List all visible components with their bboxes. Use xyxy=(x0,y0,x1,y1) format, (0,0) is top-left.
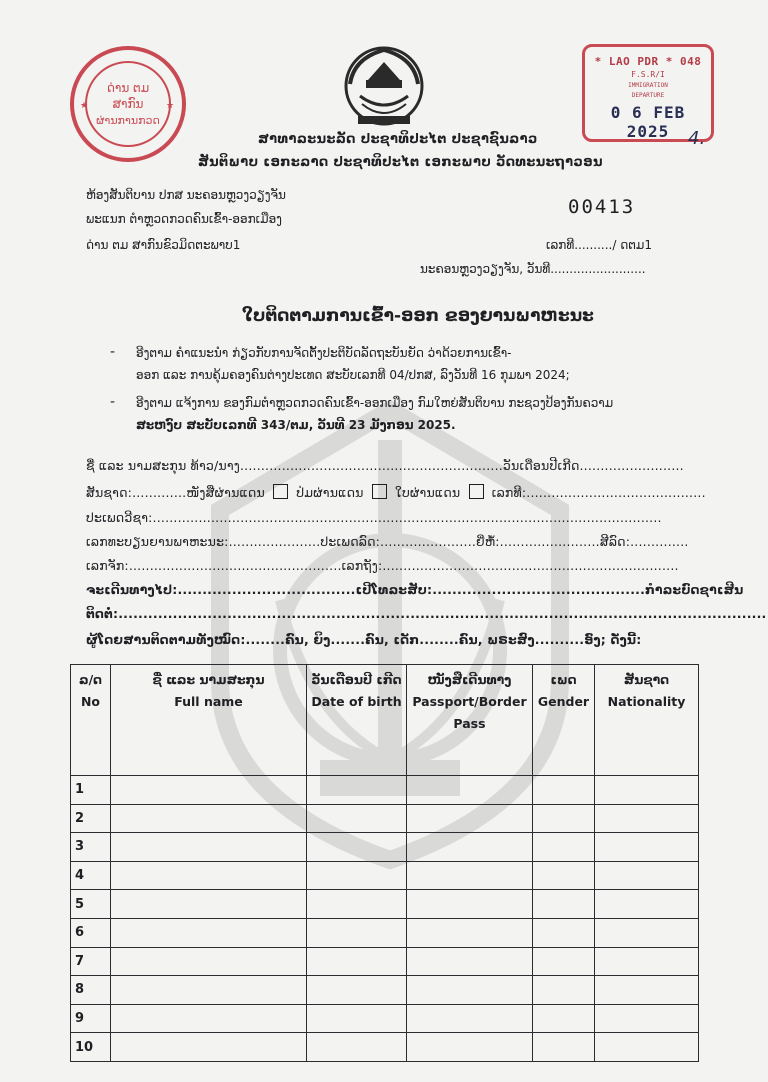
gender-cell[interactable] xyxy=(533,947,595,976)
gender-cell[interactable] xyxy=(533,833,595,862)
dob-cell[interactable] xyxy=(307,976,407,1005)
office-line-3: ດ່ານ ຕມ ສາກົນຂົວມິດຕະພາບ1 xyxy=(86,238,241,252)
col-header-no-lao: ລ/ດ xyxy=(79,672,102,687)
passport-cell[interactable] xyxy=(407,861,533,890)
nationality-cell[interactable] xyxy=(595,918,699,947)
full-name-cell[interactable] xyxy=(111,918,307,947)
full-name-cell[interactable] xyxy=(111,890,307,919)
passport-cell[interactable] xyxy=(407,976,533,1005)
full-name-cell[interactable] xyxy=(111,976,307,1005)
col-header-gender-en: Gender xyxy=(537,694,590,709)
field-engine-chassis[interactable]: ເລກຈັກ:...................................................ເລກຖັງ:....................................................................... xyxy=(86,558,679,573)
office-line-1: ຫ້ອງສັນຕິບານ ປກສ ນະຄອນຫຼວງວຽງຈັນ xyxy=(86,188,286,202)
gender-cell[interactable] xyxy=(533,1004,595,1033)
col-header-passport-lao: ໜັງສືເດີນທາງ xyxy=(427,672,512,687)
table-row xyxy=(71,1004,699,1033)
passport-cell[interactable] xyxy=(407,776,533,805)
passport-cell[interactable] xyxy=(407,1033,533,1062)
col-header-dob-lao: ວັນເດືອນປີ ເກີດ xyxy=(311,672,402,687)
passport-cell[interactable] xyxy=(407,804,533,833)
field-destination-phone[interactable]: ຈະເດີນທາງໄປ:....................................ເປີໂທລະສັບ:...........................................ກຳລະບົດຊາເສີນ xyxy=(86,582,744,597)
row-number: 2 xyxy=(71,804,111,833)
nationality-cell[interactable] xyxy=(595,890,699,919)
passport-cell[interactable] xyxy=(407,1004,533,1033)
row-number: 8 xyxy=(71,976,111,1005)
full-name-cell[interactable] xyxy=(111,1004,307,1033)
col-header-fullname-en: Full name xyxy=(174,694,243,709)
col-header-dob xyxy=(307,665,407,776)
passport-cell[interactable] xyxy=(407,890,533,919)
country-line: ສາທາລະນະລັດ ປະຊາທິປະໄຕ ປະຊາຊົນລາວ xyxy=(258,132,538,147)
reference-bullet: - xyxy=(110,344,116,360)
national-emblem xyxy=(340,44,428,128)
field-vehicle-details[interactable]: ເລກທະບຽນຍານພາຫະນະ:......................ປະເພດລົດ:.......................ຍີ່ຫໍ້:........................ສີລົດ:.............. xyxy=(86,534,689,549)
stamp-date: 0 6 FEB 2025 xyxy=(610,103,686,141)
svg-text:ດ່ານ ຕມ: ດ່ານ ຕມ xyxy=(106,81,150,95)
table-row xyxy=(71,833,699,862)
col-header-gender-lao: ເພດ xyxy=(550,672,577,687)
document-number-label: ເລກທີ:........................................... xyxy=(491,485,706,500)
row-number: 5 xyxy=(71,890,111,919)
gender-cell[interactable] xyxy=(533,861,595,890)
nationality-cell[interactable] xyxy=(595,776,699,805)
gender-cell[interactable] xyxy=(533,1033,595,1062)
table-row xyxy=(71,918,699,947)
table-row xyxy=(71,976,699,1005)
full-name-cell[interactable] xyxy=(111,1033,307,1062)
full-name-cell[interactable] xyxy=(111,947,307,976)
col-header-passport-en: Passport/Border Pass xyxy=(412,694,527,731)
nationality-cell[interactable] xyxy=(595,804,699,833)
table-row xyxy=(71,890,699,919)
svg-text:ຜ່ານການກວດ: ຜ່ານການກວດ xyxy=(96,114,160,127)
full-name-cell[interactable] xyxy=(111,861,307,890)
col-header-fullname-lao: ຊື່ ແລະ ນາມສະກຸນ xyxy=(152,672,265,687)
col-header-gender xyxy=(533,665,595,776)
row-number: 7 xyxy=(71,947,111,976)
col-header-nationality xyxy=(595,665,699,776)
table-row xyxy=(71,1033,699,1062)
row-number: 4 xyxy=(71,861,111,890)
row-number: 3 xyxy=(71,833,111,862)
nationality-cell[interactable] xyxy=(595,947,699,976)
field-passenger-count[interactable]: ຜູ້ໂດຍສານຕິດຕາມທັງໝົດ:........ຄົນ, ຍິງ.......ຄົນ, ເດັກ........ຄົນ, ພຣະສົງ..........ອົງ; ດັ່ງນີ້: xyxy=(86,632,642,647)
field-contact[interactable]: ຕິດຕໍ່:................................................................................................................................... xyxy=(86,606,767,621)
col-header-no xyxy=(71,665,111,776)
table-row xyxy=(71,947,699,976)
row-number: 6 xyxy=(71,918,111,947)
passport-cell[interactable] xyxy=(407,833,533,862)
nationality-cell[interactable] xyxy=(595,833,699,862)
gender-cell[interactable] xyxy=(533,804,595,833)
nationality-cell[interactable] xyxy=(595,861,699,890)
col-header-nationality-lao: ສັນຊາດ xyxy=(623,672,670,687)
col-header-passport xyxy=(407,665,533,776)
dob-cell[interactable] xyxy=(307,804,407,833)
reference-1-line-2: ອອກ ແລະ ການຄຸ້ມຄອງຄົນຕ່າງປະເທດ ສະບັບເລກທີ 04/ປກສ, ລົງວັນທີ 16 ກຸມພາ 2024; xyxy=(136,368,570,382)
stamp-country-code: * LAO PDR * 048 xyxy=(594,55,702,68)
serial-number: 00413 xyxy=(568,196,636,218)
reference-bullet: - xyxy=(110,394,116,410)
full-name-cell[interactable] xyxy=(111,833,307,862)
svg-text:★: ★ xyxy=(80,101,89,111)
handwritten-mark: 4. xyxy=(688,128,706,149)
stamp-immigration: IMMIGRATION xyxy=(628,82,668,89)
gender-cell[interactable] xyxy=(533,976,595,1005)
passenger-table xyxy=(70,664,698,1062)
col-header-dob-en: Date of birth xyxy=(311,694,402,709)
stamp-departure: DEPARTURE xyxy=(631,92,665,99)
col-header-fullname xyxy=(111,665,307,776)
nationality-cell[interactable] xyxy=(595,1004,699,1033)
table-row xyxy=(71,776,699,805)
full-name-cell[interactable] xyxy=(111,804,307,833)
reference-2-line-2: ສະຫງົບ ສະບັບເລກທີ 343/ຕມ, ວັນທີ 23 ມັງກອນ 2025. xyxy=(136,418,456,432)
passport-checkbox[interactable] xyxy=(273,484,288,499)
border-pass-checkbox[interactable] xyxy=(372,484,387,499)
dob-cell[interactable] xyxy=(307,947,407,976)
border-permit-label: ໃບຜ່ານແດນ xyxy=(394,485,461,500)
dob-cell[interactable] xyxy=(307,776,407,805)
row-number: 9 xyxy=(71,1004,111,1033)
gender-cell[interactable] xyxy=(533,890,595,919)
col-header-no-en: No xyxy=(80,694,101,709)
full-name-cell[interactable] xyxy=(111,776,307,805)
document-title: ໃບຕິດຕາມການເຂົ້າ-ອອກ ຂອງຍານພາຫະນະ xyxy=(242,306,594,326)
office-line-2: ພະແນກ ຕຳຫຼວດກວດຄົນເຂົ້າ-ອອກເມືອງ xyxy=(86,212,282,226)
field-nationality-passport[interactable] xyxy=(86,484,706,500)
reference-1-line-1: ອີງຕາມ ຄຳແນະນຳ ກ່ຽວກັບການຈັດຕັ້ງປະຕິບັດລັດຖະບັນຍັດ ວ່າດ້ວຍການເຂົ້າ- xyxy=(136,346,512,360)
table-row xyxy=(71,861,699,890)
dob-cell[interactable] xyxy=(307,861,407,890)
motto-line: ສັນຕິພາບ ເອກະລາດ ປະຊາທິປະໄຕ ເອກະພາບ ວັດທະນະຖາວອນ xyxy=(198,155,603,170)
table-row xyxy=(71,804,699,833)
gender-cell[interactable] xyxy=(533,918,595,947)
dob-cell[interactable] xyxy=(307,918,407,947)
dob-cell[interactable] xyxy=(307,890,407,919)
gender-cell[interactable] xyxy=(533,776,595,805)
border-permit-checkbox[interactable] xyxy=(469,484,484,499)
dob-cell[interactable] xyxy=(307,1004,407,1033)
nationality-cell[interactable] xyxy=(595,1033,699,1062)
border-pass-label: ປ່ມຜ່ານແດນ xyxy=(296,485,364,500)
field-visa-type[interactable]: ປະເພດວີຊາ:.......................................................................................................................... xyxy=(86,510,662,525)
passenger-rows xyxy=(71,776,699,1062)
place-date-line: ນະຄອນຫຼວງວຽງຈັນ, ວັນທີ......................... xyxy=(420,262,646,276)
reference-2-line-1: ອີງຕາມ ແຈ້ງການ ຂອງກົມຕຳຫຼວດກວດຄົນເຂົ້າ-ອອກເມືອງ ກົມໃຫຍ່ສັນຕິບານ ກະຊວງປ້ອງກັນຄວາມ xyxy=(136,396,614,410)
number-line: ເລກທີ........../ ດຕມ1 xyxy=(546,238,652,252)
nationality-cell[interactable] xyxy=(595,976,699,1005)
table-header-row xyxy=(71,665,699,776)
nationality-passport-label: ສັນຊາດ:.............ໜັງສືຜ່ານແດນ xyxy=(86,485,265,500)
passport-cell[interactable] xyxy=(407,918,533,947)
svg-text:ສາກົນ: ສາກົນ xyxy=(112,97,144,111)
passport-cell[interactable] xyxy=(407,947,533,976)
dob-cell[interactable] xyxy=(307,1033,407,1062)
col-header-nationality-en: Nationality xyxy=(607,694,686,709)
svg-text:★: ★ xyxy=(166,101,175,111)
row-number: 1 xyxy=(71,776,111,805)
left-official-stamp xyxy=(66,42,190,166)
stamp-office-code: F.S.R/I xyxy=(631,70,665,79)
row-number: 10 xyxy=(71,1033,111,1062)
field-name-dob[interactable]: ຊື່ ແລະ ນາມສະກຸນ ທ້າວ/ນາງ...............................................................ວັນເດືອນປີເກີດ......................... xyxy=(86,458,684,473)
dob-cell[interactable] xyxy=(307,833,407,862)
